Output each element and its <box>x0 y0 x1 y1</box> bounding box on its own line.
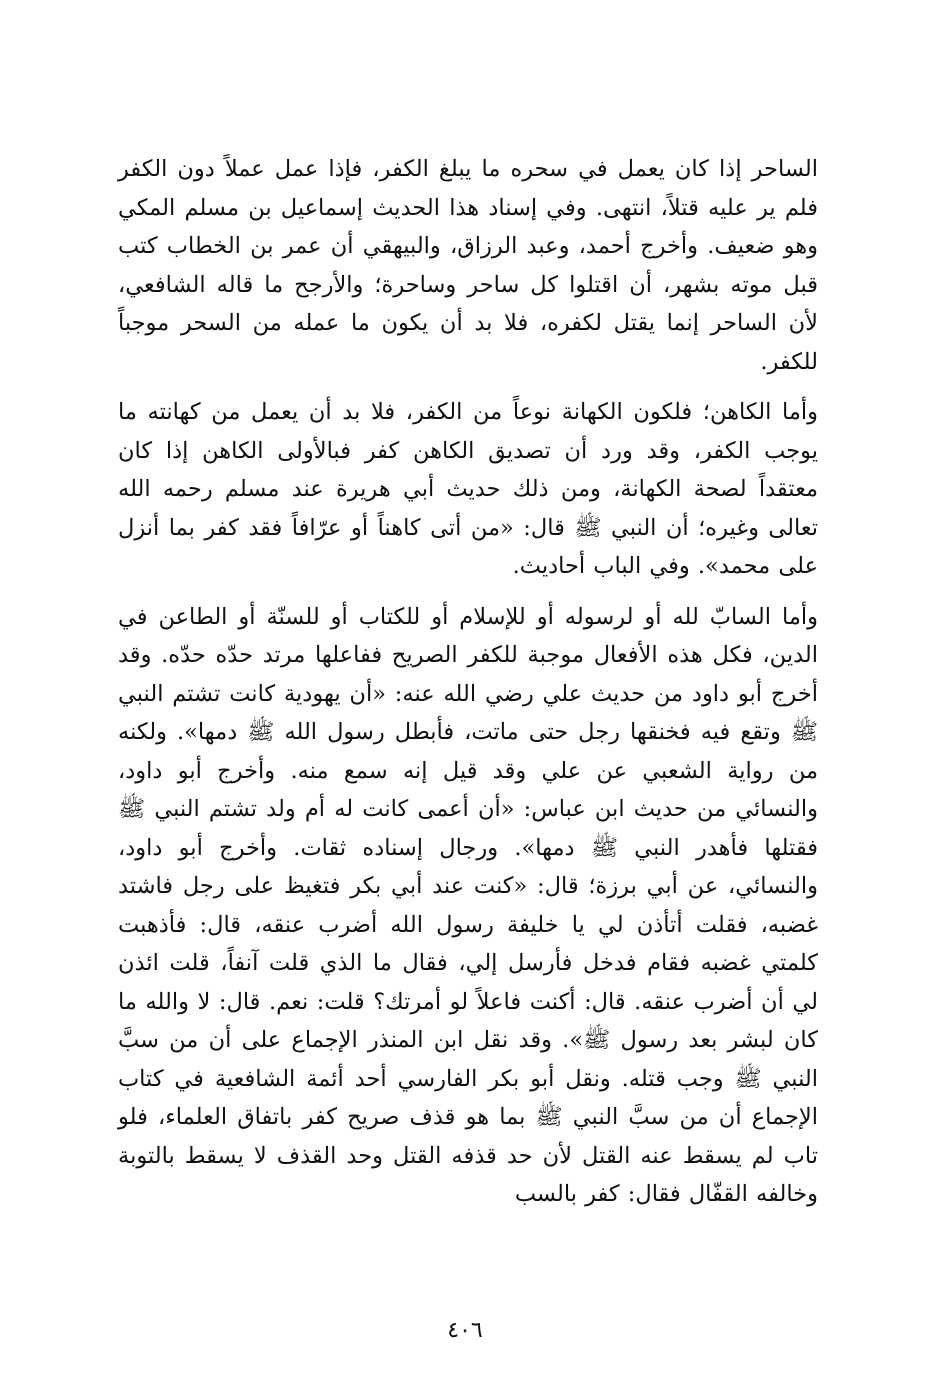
paragraph-sorcerer: الساحر إذا كان يعمل في سحره ما يبلغ الكفر، فإذا عمل عملاً دون الكفر فلم ير عليه قتلاً، انتهى. وفي إسناد هذا الحديث إسماعيل بن مسلم المكي وهو ضعيف. وأخرج أحمد، وعبد الرزاق، والبيهقي أن عمر بن الخطاب كتب قبل موته بشهر، أن اقتلوا كل ساحر وساحرة؛ والأرجح ما قاله الشافعي، لأن الساحر إنما يقتل لكفره، فلا بد أن يكون ما عمله من السحر موجباً للكفر. <box>118 156 818 375</box>
paragraph-soothsayer: وأما الكاهن؛ فلكون الكهانة نوعاً من الكفر، فلا بد أن يعمل من كهانته ما يوجب الكفر، وقد ورد أن تصديق الكاهن كفر فبالأولى الكاهن إذا كان معتقداً لصحة الكهانة، ومن ذلك حديث أبي هريرة عند مسلم رحمه الله تعالى وغيره؛ أن النبي ﷺ قال: «من أتى كاهناً أو عرّافاً فقد كفر بما أنزل على محمد». وفي الباب أحاديث. <box>118 399 818 579</box>
page-body <box>118 150 818 1214</box>
page-number: ٤٠٦ <box>447 1318 483 1343</box>
paragraph-insulter: وأما السابّ لله أو لرسوله أو للإسلام أو للكتاب أو للسنّة أو الطاعن في الدين، فكل هذه الأفعال موجبة للكفر الصريح ففاعلها مرتد حدّه حدّه. وقد أخرج أبو داود من حديث علي رضي الله عنه: «أن يهودية كانت تشتم النبي ﷺ وتقع فيه فخنقها رجل حتى ماتت، فأبطل رسول الله ﷺ دمها». ولكنه من رواية الشعبي عن علي وقد قيل إنه سمع منه. وأخرج أبو داود، والنسائي من حديث ابن عباس: «أن أعمى كانت له أم ولد تشتم النبي ﷺ فقتلها فأهدر النبي ﷺ دمها». ورجال إسناده ثقات. وأخرج أبو داود، والنسائي، عن أبي برزة؛ قال: «كنت عند أبي بكر فتغيظ على رجل فاشتد غضبه، فقلت أتأذن لي يا خليفة رسول الله أضرب عنقه، قال: فأذهبت كلمتي غضبه فقام فدخل فأرسل إلي، فقال ما الذي قلت آنفاً، قلت ائذن لي أن أضرب عنقه. قال: أكنت فاعلاً لو أمرتك؟ قلت: نعم. قال: لا والله ما كان لبشر بعد رسول ﷺ». وقد نقل ابن المنذر الإجماع على أن من سبَّ النبي ﷺ وجب قتله. ونقل أبو بكر الفارسي أحد أئمة الشافعية في كتاب الإجماع أن من سبَّ النبي ﷺ بما هو قذف صريح كفر باتفاق العلماء، فلو تاب لم يسقط عنه القتل لأن حد قذفه القتل وحد القذف لا يسقط بالتوبة وخالفه القفّال فقال: كفر بالسب <box>118 603 818 1207</box>
